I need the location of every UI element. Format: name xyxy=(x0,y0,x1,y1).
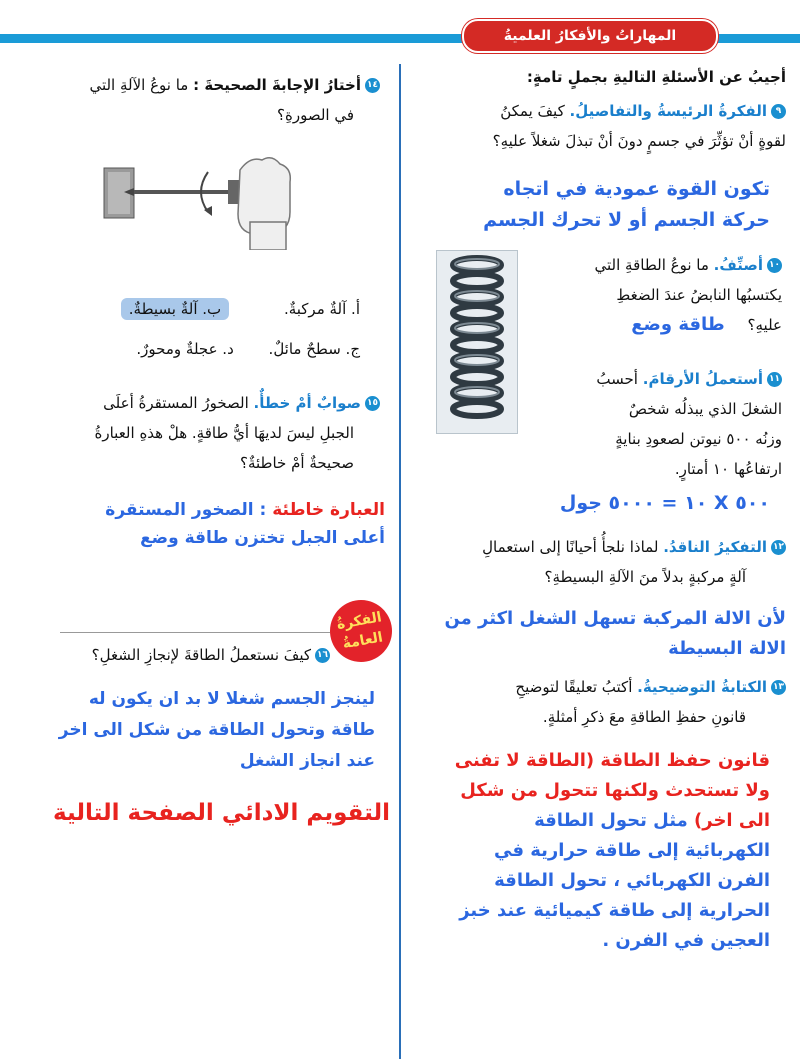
question-text: ما نوعُ الآلةِ التي xyxy=(89,76,189,94)
answer-line: : الصخور المستقرة xyxy=(105,500,267,520)
question-text: لماذا نلجأُ أحيانًا إلى استعمالِ xyxy=(482,538,659,556)
question-15 xyxy=(20,388,380,478)
answer-line: الفرن الكهربائي ، تحول الطاقة xyxy=(494,870,770,891)
question-title: أصنِّفُ. xyxy=(713,256,763,274)
question-text: لقوةٍ أنْ تؤثِّرَ في جسمٍ دونَ أنْ تبذلَ شغلاً عليهِ؟ xyxy=(492,132,786,150)
answer-line: طاقة وتحول الطاقة من شكل الى اخر xyxy=(58,720,375,740)
question-16 xyxy=(40,640,330,670)
answer-line: قانون حفظ الطاقة (الطاقة لا تفنى xyxy=(454,750,770,771)
question-number: ١٤ xyxy=(365,78,380,93)
question-text: آلةٍ مركبةٍ بدلاً منَ الآلةِ البسيطةِ؟ xyxy=(544,568,746,586)
badge-line: الفكرةُ xyxy=(335,609,383,633)
answer-9 xyxy=(410,174,770,236)
question-number: ٩ xyxy=(771,104,786,119)
answer-10: طاقة وضع xyxy=(631,314,725,335)
question-title: الفكرةُ الرئيسةُ والتفاصيلُ. xyxy=(569,102,767,120)
option-d[interactable]: د. عجلةٌ ومحورٌ. xyxy=(136,340,234,358)
question-text: يكتسبُها النابضُ عندَ الضغطِ xyxy=(616,286,782,304)
answer-line: الكهربائية إلى طاقة حرارية في xyxy=(493,840,770,861)
question-text: قانونِ حفظِ الطاقةِ معَ ذكرِ أمثلةٍ. xyxy=(542,708,746,726)
banner-title: المهاراتُ والأفكارُ العلميةُ xyxy=(503,28,677,44)
question-11 xyxy=(532,364,782,484)
badge-line: العامةُ xyxy=(341,629,385,653)
question-title: أختارُ الإجابةَ الصحيحةَ : xyxy=(193,76,361,94)
question-number: ١٦ xyxy=(315,648,330,663)
answer-line: أعلى الجبل تختزن طاقة وضع xyxy=(140,528,385,548)
option-b-selected[interactable]: ب. آلةٌ بسيطةٌ. xyxy=(121,298,229,320)
answer-line: الالة البسيطة xyxy=(668,638,786,659)
question-text: صحيحةٌ أمْ خاطئةٌ؟ xyxy=(240,454,354,472)
answer-line: العجين في الفرن . xyxy=(602,930,770,951)
question-number: ١٠ xyxy=(767,258,782,273)
answer-13 xyxy=(410,746,770,956)
question-text: ارتفاعُها ١٠ أمتارٍ. xyxy=(674,460,782,478)
answer-line: مثل تحول الطاقة xyxy=(534,810,688,831)
question-text: ما نوعُ الطاقةِ التي xyxy=(594,256,709,274)
options-row-2 xyxy=(40,340,360,358)
badge-separator xyxy=(60,632,330,633)
question-text: كيفَ يمكنُ xyxy=(500,102,565,120)
answer-line: تكون القوة عمودية في اتجاه xyxy=(503,178,770,200)
performance-assessment-note: التقويم الادائي الصفحة التالية xyxy=(53,800,390,826)
question-text: الجبلِ ليسَ لديهَا أيُّ طاقةٍ. هلْ هذهِ العبارةُ xyxy=(94,424,354,442)
section-banner xyxy=(462,19,718,53)
answer-11: ٥٠٠ X ١٠ = ٥٠٠٠ جول xyxy=(559,492,770,514)
spring-image xyxy=(436,250,518,434)
question-text: كيفَ نستعملُ الطاقةَ لإنجازِ الشغلِ؟ xyxy=(91,646,311,664)
answer-line: ولا تستحدث ولكنها تتحول من شكل xyxy=(460,780,770,801)
question-10 xyxy=(532,250,782,340)
option-a[interactable]: أ. آلةٌ مركبةٌ. xyxy=(283,300,360,318)
big-idea-badge xyxy=(325,595,397,667)
answer-line: الحرارية إلى طاقة كيميائية عند خبز xyxy=(459,900,770,921)
options-row-1 xyxy=(40,300,360,318)
question-text: الصخورُ المستقرةُ أعلَى xyxy=(103,394,249,412)
answer-line: لينجز الجسم شغلا لا بد ان يكون له xyxy=(88,689,375,709)
question-number: ١٢ xyxy=(771,540,786,555)
intro-text: أجيبُ عن الأسئلةِ التاليةِ بجملٍ تامةٍ: xyxy=(526,68,786,86)
question-13 xyxy=(406,672,786,732)
answer-line: العبارة خاطئة xyxy=(272,500,385,520)
question-text: الشغلَ الذي يبذلُه شخصٌ xyxy=(628,400,782,418)
answer-15 xyxy=(40,496,385,552)
option-c[interactable]: ج. سطحٌ مائلٌ. xyxy=(268,340,360,358)
question-text: في الصورةِ؟ xyxy=(277,106,354,124)
question-text: أكتبُ تعليقًا لتوضيحِ xyxy=(515,678,633,696)
question-number: ١١ xyxy=(767,372,782,387)
answer-12 xyxy=(406,604,786,664)
answer-line: حركة الجسم أو لا تحرك الجسم xyxy=(483,209,770,231)
question-title: التفكيرُ الناقدُ. xyxy=(663,538,767,556)
answer-line: عند انجاز الشغل xyxy=(239,751,375,771)
question-14 xyxy=(20,70,380,130)
question-number: ١٣ xyxy=(771,680,786,695)
question-number: ١٥ xyxy=(365,396,380,411)
question-text: أحسبُ xyxy=(596,370,638,388)
question-text: وزنُه ٥٠٠ نيوتن لصعودِ بنايةٍ xyxy=(615,430,782,448)
question-12 xyxy=(406,532,786,592)
question-title: أستعملُ الأرقامَ. xyxy=(642,370,763,388)
answer-16 xyxy=(40,684,375,777)
question-title: الكتابةُ التوضيحيةُ. xyxy=(637,678,767,696)
question-title: صوابٌ أمْ خطأٌ. xyxy=(253,394,361,412)
screwdriver-image xyxy=(100,150,300,250)
spring-icon xyxy=(437,251,517,433)
question-9 xyxy=(406,96,786,156)
column-divider xyxy=(399,64,401,1059)
hand-screwdriver-icon xyxy=(100,150,300,250)
answer-line: لأن الالة المركبة تسهل الشغل اكثر من xyxy=(444,608,786,629)
question-text: عليهِ؟ xyxy=(747,316,782,334)
answer-line: الى اخر) xyxy=(694,810,770,831)
